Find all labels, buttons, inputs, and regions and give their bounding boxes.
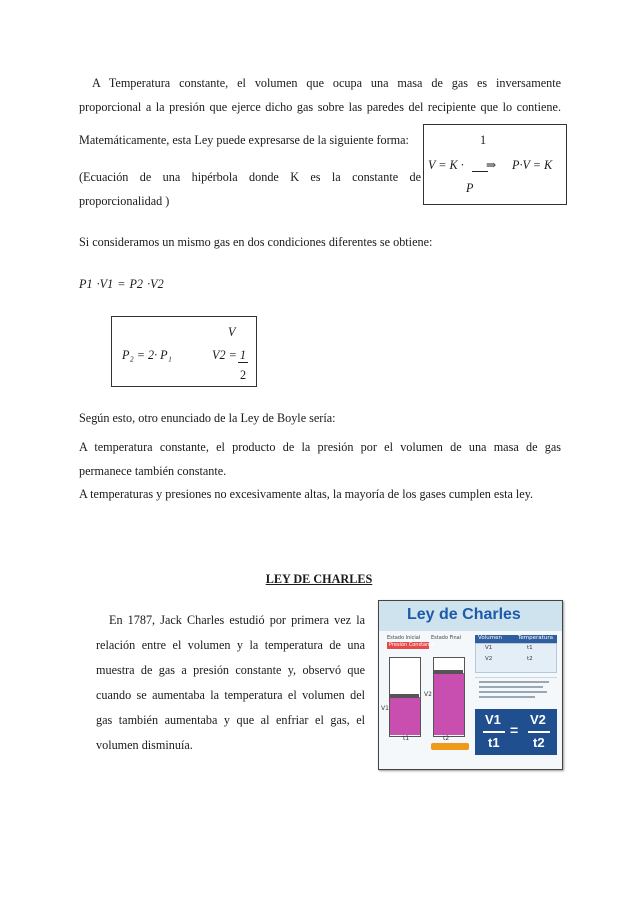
charles-line-6: volumen disminuía. [96, 738, 193, 752]
note-line [479, 691, 547, 693]
table-col-temperatura: Temperatura [518, 635, 553, 641]
table-v1: V1 [485, 645, 493, 651]
enunciado-line2: permanece también constante. [79, 464, 227, 478]
box2-v-top: V [228, 325, 236, 339]
v2-label-left: V2 [424, 691, 432, 698]
table-t1: t1 [527, 645, 533, 651]
boyle-paragraph-line2: proporcional a la presión que ejerce dicho gas sobre las paredes del recipiente que lo contiene. [79, 100, 561, 114]
v1-label-left: V1 [381, 705, 389, 712]
eq-implies: ⇒ [486, 158, 497, 172]
last-line: A temperaturas y presiones no excesivamente altas, la mayoría de los gases cumplen esta ley. [79, 487, 534, 501]
table-v2: V2 [485, 656, 493, 662]
charles-line-2: relación entre el volumen y la temperatura de una [96, 638, 365, 652]
flame-icon [431, 743, 469, 750]
figure-notes-area [475, 677, 557, 702]
equation-note-line2: proporcionalidad ) [79, 194, 170, 208]
charles-figure [378, 600, 563, 770]
box2-fraction-bar [238, 362, 248, 363]
charles-line-5: gas también aumentaba y que al enfriar el gas, el [96, 713, 365, 727]
box2-denominator: 2 [240, 368, 247, 382]
formula-bar-left [483, 731, 505, 733]
t2-label-left: t2 [443, 735, 450, 742]
two-conditions-text: Si consideramos un mismo gas en dos condiciones diferentes se obtiene: [79, 235, 433, 249]
piston-final [433, 670, 463, 674]
charles-line-4: cuando se aumentaba la temperatura el volumen del [96, 688, 365, 702]
note-line [479, 686, 543, 688]
equation-note-line1: (Ecuación de una hipérbola donde K es la constante de [79, 170, 421, 184]
eq-denominator: P [466, 181, 474, 195]
charles-line-3: muestra de gas a presión constante y, observó que [96, 663, 365, 677]
t1-label-left: t1 [403, 735, 410, 742]
gas-final [434, 673, 464, 735]
formula-v2: V2 [530, 712, 546, 727]
pv-equation: P1 ·V1 = P2 ·V2 [79, 277, 164, 291]
box2-p-equation: P₂ = 2· P₁ [122, 348, 172, 362]
note-line [479, 696, 535, 698]
charles-line-1: En 1787, Jack Charles estudió por primera vez la [109, 613, 365, 627]
state-initial-label: Estado Inicial [387, 635, 421, 641]
gas-initial [390, 697, 420, 735]
table-col-volumen: Volumen [478, 635, 502, 641]
formula-bar-right [528, 731, 550, 733]
boyle-paragraph-line1: A Temperatura constante, el volumen que ocupa una masa de gas es inversamente [92, 76, 561, 90]
math-intro: Matemáticamente, esta Ley puede expresarse de la siguiente forma: [79, 133, 409, 147]
p2-v2-box [111, 316, 257, 387]
equation-box [423, 124, 567, 205]
box2-v2-equation: V2 = 1 [212, 348, 246, 362]
otro-enunciado-text: Según esto, otro enunciado de la Ley de Boyle sería: [79, 411, 336, 425]
formula-equals: = [510, 722, 519, 738]
piston-initial [389, 694, 419, 698]
formula-t1: t1 [488, 735, 500, 750]
formula-v1: V1 [485, 712, 501, 727]
state-final-label: Estado Final [431, 635, 462, 641]
enunciado-line1: A temperatura constante, el producto de la presión por el volumen de una masa de gas [79, 440, 561, 454]
eq-lhs: V = K · [428, 158, 464, 172]
pressure-label: Presión Constante [389, 642, 435, 648]
figure-heading: Ley de Charles [407, 606, 521, 623]
eq-numerator: 1 [480, 133, 487, 147]
charles-title: LEY DE CHARLES [265, 572, 373, 586]
note-line [479, 681, 549, 683]
table-t2: t2 [527, 656, 533, 662]
formula-t2: t2 [533, 735, 545, 750]
eq-rhs: P·V = K [512, 158, 553, 172]
